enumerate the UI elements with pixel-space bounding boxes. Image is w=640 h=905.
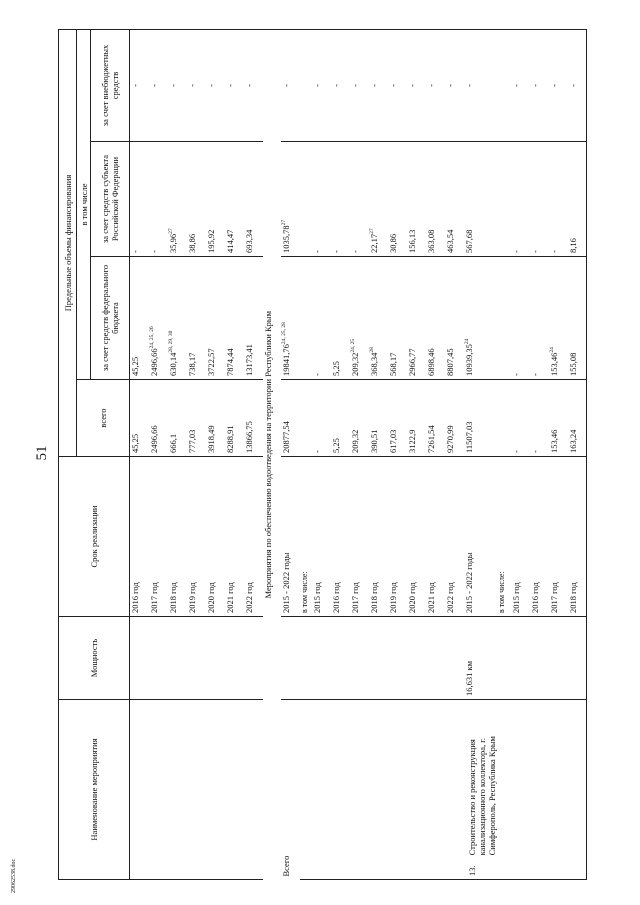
col-header-regional: за счет средств субъекта Российской Федерации xyxy=(91,142,130,257)
col-header-including: в том числе xyxy=(77,29,91,379)
table-row: 2021 год 8288,91 7874,44 414,47 - xyxy=(225,29,244,879)
table-row: в том числе: xyxy=(300,29,312,879)
table-row: 2017 год 2496,66 2496,66$^{24, 25, 26}$ - - xyxy=(149,29,168,879)
table-row: в том числе: xyxy=(497,29,511,879)
table-row: 2022 год 13866,75 13173,41 693,34 - xyxy=(244,29,263,879)
col-header-extrabudget: за счет внебюджетных средств xyxy=(91,29,130,141)
total-label: Всего xyxy=(280,855,291,877)
table-row: 2019 год 617,03 568,17 30,86 - xyxy=(388,29,407,879)
item-capacity: 16,631 км xyxy=(464,617,497,700)
col-header-capacity: Мощность xyxy=(59,617,130,700)
col-header-financing: Предельные объемы финансирования xyxy=(59,29,77,456)
item-number: 13. xyxy=(466,865,477,876)
page-number: 51 xyxy=(34,445,50,461)
table-row: 2020 год 3122,9 2966,77 156,13 - xyxy=(407,29,426,879)
financing-table xyxy=(58,29,587,880)
table-row: 2018 год 666,1 630,14$^{28, 29, 30}$ 35,96$^{27}$ - xyxy=(168,29,187,879)
table-row: 2018 год 163,24 155,08 8,16 - xyxy=(568,29,587,879)
section-title: Мероприятия по обеспечению водоотведения на территории Республики Крым xyxy=(263,29,281,879)
table-row: 2017 год 209,32 209,32$^{24, 25}$ - - xyxy=(350,29,369,879)
table-row: 2017 год 153,46 153,46$^{24}$ - - xyxy=(549,29,568,879)
item-13-row: 13. Строительство и реконструкция канализационного коллектора, г. Симферополь, Республика Крым 16,631 км 2015 - 2022 годы 11507,03 10939,35$^{24}$ 567,68 - xyxy=(464,29,497,879)
col-header-period: Срок реализации xyxy=(59,457,130,617)
table-row: 2021 год 7261,54 6898,46 363,08 - xyxy=(426,29,445,879)
table-row: 2016 год - - - - xyxy=(530,29,549,879)
col-header-federal: за счет средств федерального бюджета xyxy=(91,257,130,380)
table-row: 2022 год 9270,99 8807,45 463,54 - xyxy=(445,29,464,879)
total-row: Всего 2015 - 2022 годы 20877,54 19841,76$^{24, 25, 28}$ 1035,78$^{27}$ - xyxy=(281,29,300,879)
table-row: 2015 год - - - - xyxy=(312,29,331,879)
table-row: 2016 год 45,25 45,25 - - xyxy=(130,29,149,879)
footer-file-code: 29062538.doc xyxy=(11,858,17,893)
table-row: 2018 год 390,51 368,34$^{28}$ 22,17$^{27}$ - xyxy=(369,29,388,879)
table-row: 2019 год 777,03 738,17 38,86 - xyxy=(187,29,206,879)
table-row: 2020 год 3918,49 3722,57 195,92 - xyxy=(206,29,225,879)
table-row: 2015 год - - - - xyxy=(511,29,530,879)
col-header-name: Наименование мероприятия xyxy=(59,700,130,880)
rotated-table-sheet xyxy=(58,30,585,880)
item-name: Строительство и реконструкция канализационного коллектора, г. Симферополь, Республика Крым xyxy=(466,736,497,856)
col-header-total: всего xyxy=(77,380,130,457)
table-row: 2016 год 5,25 5,25 - - xyxy=(331,29,350,879)
section-row xyxy=(263,29,281,879)
